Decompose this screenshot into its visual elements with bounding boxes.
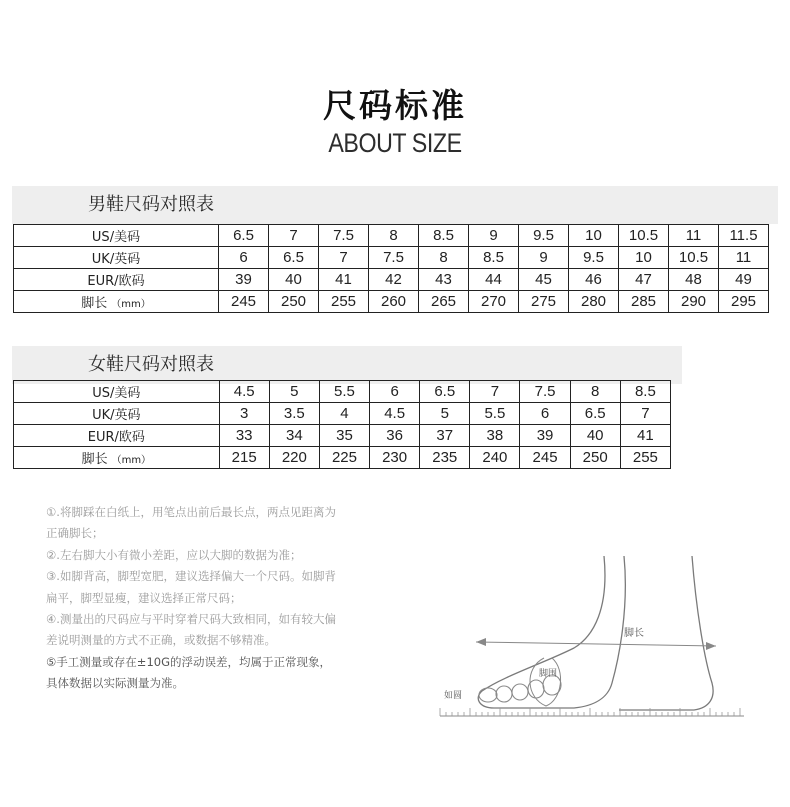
- size-cell: 45: [519, 269, 569, 291]
- size-cell: 40: [570, 425, 620, 447]
- size-cell: 11: [719, 247, 769, 269]
- size-cell: 5: [420, 403, 470, 425]
- size-cell: 6: [520, 403, 570, 425]
- size-cell: 6: [219, 247, 269, 269]
- size-cell: 3.5: [269, 403, 319, 425]
- note-line: ④.测量出的尺码应与平时穿着尺码大致相同，如有较大偏: [46, 612, 336, 627]
- size-cell: 260: [369, 291, 419, 313]
- men-table-heading: 男鞋尺码对照表: [12, 186, 778, 224]
- size-cell: 215: [219, 447, 269, 469]
- size-cell: 9.5: [569, 247, 619, 269]
- size-cell: 285: [619, 291, 669, 313]
- size-cell: 4: [319, 403, 369, 425]
- length-label: 脚长: [624, 628, 644, 639]
- row-label-text: US/美码: [92, 386, 141, 401]
- size-cell: 9: [519, 247, 569, 269]
- note-line: ⑤手工测量或存在±10G的浮动误差，均属于正常现象，: [46, 654, 331, 669]
- note-line: 正确脚长；: [46, 526, 104, 541]
- size-cell: 7: [269, 225, 319, 247]
- size-cell: 5.5: [470, 403, 520, 425]
- size-cell: 39: [219, 269, 269, 291]
- size-cell: 38: [470, 425, 520, 447]
- size-row: [14, 425, 671, 447]
- row-label: [14, 381, 220, 403]
- girth-label: 脚围: [539, 669, 558, 679]
- page-subtitle: ABOUT SIZE: [328, 128, 462, 158]
- row-label: [14, 247, 219, 269]
- size-cell: 235: [420, 447, 470, 469]
- size-cell: 8: [419, 247, 469, 269]
- row-label: [14, 403, 220, 425]
- size-cell: 9.5: [519, 225, 569, 247]
- size-cell: 46: [569, 269, 619, 291]
- size-cell: 280: [569, 291, 619, 313]
- row-label-text: 脚长: [81, 452, 108, 467]
- measurement-notes: [46, 502, 406, 695]
- row-label-text: 脚长: [81, 296, 108, 311]
- size-cell: 7.5: [319, 225, 369, 247]
- size-row: [14, 381, 671, 403]
- row-label-text: US/美码: [91, 230, 141, 245]
- size-cell: 230: [370, 447, 420, 469]
- row-label: [14, 447, 220, 469]
- size-cell: 11.5: [719, 225, 769, 247]
- size-cell: 49: [719, 269, 769, 291]
- row-label: [14, 425, 220, 447]
- row-label-unit: （mm）: [111, 455, 152, 466]
- size-cell: 10: [619, 247, 669, 269]
- size-cell: 6.5: [219, 225, 269, 247]
- toe: [496, 686, 512, 702]
- size-row: [14, 403, 671, 425]
- foot-measurement-illustration: [434, 548, 754, 728]
- size-cell: 255: [319, 291, 369, 313]
- size-cell: 250: [570, 447, 620, 469]
- size-cell: 7: [470, 381, 520, 403]
- length-arrow-head-left: [476, 638, 486, 646]
- size-cell: 290: [669, 291, 719, 313]
- size-row: [14, 247, 769, 269]
- size-cell: 41: [620, 425, 670, 447]
- size-cell: 9: [469, 225, 519, 247]
- men-size-table: [13, 224, 769, 313]
- size-cell: 6.5: [269, 247, 319, 269]
- size-cell: 3: [219, 403, 269, 425]
- row-label-text: UK/英码: [92, 408, 141, 423]
- note-line: 具体数据以实际测量为准。: [46, 676, 184, 691]
- size-cell: 275: [519, 291, 569, 313]
- size-cell: 7: [319, 247, 369, 269]
- foot-outline: [478, 556, 625, 708]
- size-cell: 43: [419, 269, 469, 291]
- size-cell: 255: [620, 447, 670, 469]
- size-cell: 39: [520, 425, 570, 447]
- toe: [512, 684, 528, 700]
- size-cell: 37: [420, 425, 470, 447]
- size-cell: 48: [669, 269, 719, 291]
- size-cell: 245: [520, 447, 570, 469]
- note-line: ③.如脚背高，脚型宽肥，建议选择偏大一个尺码。如脚背: [46, 569, 336, 584]
- toe-label: 如圆: [444, 691, 463, 701]
- size-cell: 8: [570, 381, 620, 403]
- size-cell: 6.5: [420, 381, 470, 403]
- size-cell: 7: [620, 403, 670, 425]
- note-line: 差说明测量的方式不正确，或数据不够精准。: [46, 633, 276, 648]
- size-cell: 7.5: [369, 247, 419, 269]
- length-arrow-line: [476, 642, 716, 646]
- size-cell: 5: [269, 381, 319, 403]
- women-size-table: [13, 380, 671, 469]
- size-cell: 47: [619, 269, 669, 291]
- size-cell: 4.5: [370, 403, 420, 425]
- women-table-heading: 女鞋尺码对照表: [12, 346, 682, 384]
- page-title: 尺码标准: [323, 86, 467, 125]
- size-cell: 6: [370, 381, 420, 403]
- size-row: [14, 225, 769, 247]
- size-cell: 250: [269, 291, 319, 313]
- row-label: [14, 225, 219, 247]
- size-cell: 265: [419, 291, 469, 313]
- size-cell: 10: [569, 225, 619, 247]
- size-cell: 42: [369, 269, 419, 291]
- size-row: [14, 269, 769, 291]
- toe: [479, 688, 497, 702]
- size-cell: 8.5: [469, 247, 519, 269]
- row-label: [14, 269, 219, 291]
- size-cell: 245: [219, 291, 269, 313]
- size-cell: 33: [219, 425, 269, 447]
- size-cell: 240: [470, 447, 520, 469]
- size-cell: 8: [369, 225, 419, 247]
- size-row: [14, 447, 671, 469]
- size-cell: 6.5: [570, 403, 620, 425]
- size-row: [14, 291, 769, 313]
- size-cell: 36: [370, 425, 420, 447]
- note-line: ①.将脚踩在白纸上，用笔点出前后最长点，两点见距离为: [46, 505, 336, 519]
- size-cell: 11: [669, 225, 719, 247]
- size-cell: 40: [269, 269, 319, 291]
- size-cell: 5.5: [319, 381, 369, 403]
- size-cell: 225: [319, 447, 369, 469]
- size-cell: 295: [719, 291, 769, 313]
- row-label: [14, 291, 219, 313]
- row-label-text: EUR/欧码: [87, 430, 145, 445]
- size-cell: 10.5: [669, 247, 719, 269]
- note-line: 扁平，脚型显瘦，建议选择正常尺码；: [46, 590, 242, 605]
- length-arrow-head-right: [706, 642, 716, 650]
- size-cell: 270: [469, 291, 519, 313]
- row-label-text: EUR/欧码: [87, 274, 145, 289]
- size-cell: 220: [269, 447, 319, 469]
- size-cell: 8.5: [419, 225, 469, 247]
- size-cell: 34: [269, 425, 319, 447]
- size-cell: 7.5: [520, 381, 570, 403]
- row-label-unit: （mm）: [111, 299, 151, 310]
- size-cell: 44: [469, 269, 519, 291]
- size-cell: 35: [319, 425, 369, 447]
- size-cell: 8.5: [620, 381, 670, 403]
- size-cell: 41: [319, 269, 369, 291]
- size-cell: 4.5: [219, 381, 269, 403]
- row-label-text: UK/英码: [91, 252, 141, 267]
- size-cell: 10.5: [619, 225, 669, 247]
- note-line: ②.左右脚大小有微小差距，应以大脚的数据为准；: [46, 547, 302, 562]
